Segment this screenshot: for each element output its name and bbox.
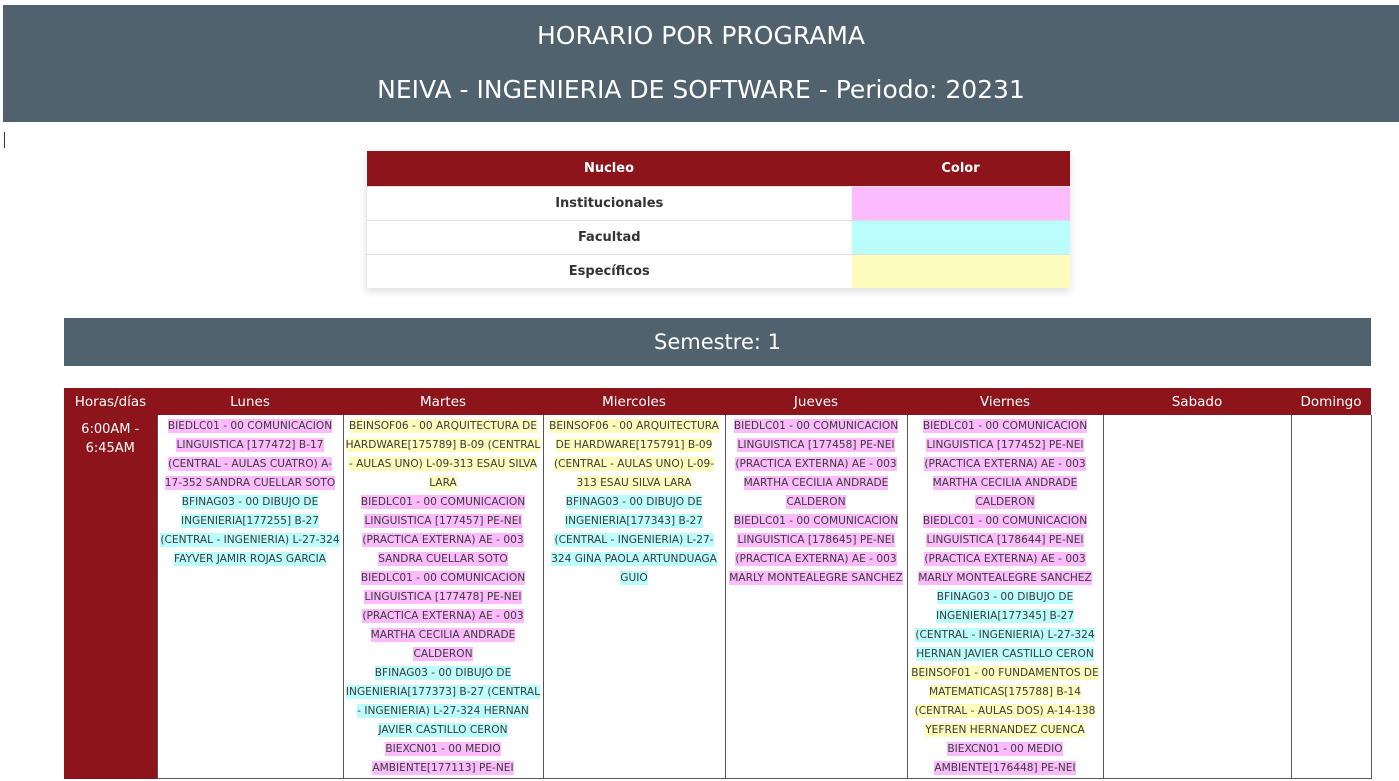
color-legend-table bbox=[366, 151, 1070, 288]
class-entry bbox=[546, 417, 723, 493]
class-entry bbox=[346, 417, 541, 493]
class-entry-text: BIEDLC01 - 00 COMUNICACION LINGUISTICA [178645] PE-NEI (PRACTICA EXTERNA) AE - 003 MARLY MONTEALEGRE SANCHEZ bbox=[729, 515, 903, 584]
hour-label: 6:00AM - 6:45AM bbox=[64, 415, 157, 779]
page-title: HORARIO POR PROGRAMA bbox=[536, 21, 865, 50]
program-period-subtitle: NEIVA - INGENIERIA DE SOFTWARE - Periodo: 20231 bbox=[377, 75, 1025, 104]
day-cell-domingo bbox=[1291, 415, 1371, 779]
page-header bbox=[3, 5, 1399, 122]
class-entry bbox=[910, 588, 1101, 664]
class-entry-text: BEINSOF06 - 00 ARQUITECTURA DE HARDWARE[175789] B-09 (CENTRAL - AULAS UNO) L-09-313 ESAU SILVA LARA bbox=[345, 420, 541, 489]
legend-label-especificos: Específicos bbox=[367, 255, 852, 289]
class-entry bbox=[160, 493, 341, 569]
header-sabado: Sabado bbox=[1103, 388, 1291, 415]
day-cell-miercoles bbox=[543, 415, 725, 779]
class-entry bbox=[910, 740, 1101, 778]
class-entry-text: BFINAG03 - 00 DIBUJO DE INGENIERIA[177343] B-27 (CENTRAL - INGENIERIA) L-27-324 GINA PAOLA ARTUNDUAGA GUIO bbox=[551, 496, 717, 584]
class-entry bbox=[910, 512, 1101, 588]
legend-row bbox=[367, 187, 1070, 221]
class-entry bbox=[910, 417, 1101, 512]
header-viernes: Viernes bbox=[907, 388, 1103, 415]
legend-header-nucleo: Nucleo bbox=[367, 151, 852, 187]
header-miercoles: Miercoles bbox=[543, 388, 725, 415]
class-entry-text: BIEXCN01 - 00 MEDIO AMBIENTE[176448] PE-NEI bbox=[934, 743, 1076, 774]
legend-swatch-facultad bbox=[852, 221, 1070, 255]
class-entry bbox=[546, 493, 723, 588]
time-slot-row bbox=[64, 415, 1371, 779]
header-lunes: Lunes bbox=[157, 388, 343, 415]
semester-banner: Semestre: 1 bbox=[64, 318, 1371, 366]
class-entry bbox=[346, 664, 541, 740]
day-cell-lunes bbox=[157, 415, 343, 779]
text-cursor bbox=[4, 132, 5, 148]
day-cell-martes bbox=[343, 415, 543, 779]
legend-row bbox=[367, 255, 1070, 289]
class-entry-text: BIEXCN01 - 00 MEDIO AMBIENTE[177113] PE-NEI bbox=[372, 743, 514, 774]
legend-label-facultad: Facultad bbox=[367, 221, 852, 255]
header-jueves: Jueves bbox=[725, 388, 907, 415]
class-entry-text: BIEDLC01 - 00 COMUNICACION LINGUISTICA [177452] PE-NEI (PRACTICA EXTERNA) AE - 003 MARTHA CECILIA ANDRADE CALDERON bbox=[922, 420, 1088, 508]
class-entry-text: BFINAG03 - 00 DIBUJO DE INGENIERIA[177255] B-27 (CENTRAL - INGENIERIA) L-27-324 FAYVER JAMIR ROJAS GARCIA bbox=[160, 496, 340, 565]
legend-swatch-institucionales bbox=[852, 187, 1070, 221]
header-domingo: Domingo bbox=[1291, 388, 1371, 415]
day-cell-jueves bbox=[725, 415, 907, 779]
class-entry-text: BIEDLC01 - 00 COMUNICACION LINGUISTICA [178644] PE-NEI (PRACTICA EXTERNA) AE - 003 MARLY MONTEALEGRE SANCHEZ bbox=[918, 515, 1092, 584]
class-entry-text: BFINAG03 - 00 DIBUJO DE INGENIERIA[177373] B-27 (CENTRAL - INGENIERIA) L-27-324 HERNAN JAVIER CASTILLO CERON bbox=[345, 667, 541, 736]
legend-swatch-especificos bbox=[852, 255, 1070, 289]
class-entry bbox=[910, 664, 1101, 740]
class-entry bbox=[346, 740, 541, 778]
class-entry bbox=[346, 493, 541, 569]
class-entry bbox=[728, 512, 905, 588]
legend-label-institucionales: Institucionales bbox=[367, 187, 852, 221]
class-entry-text: BEINSOF01 - 00 FUNDAMENTOS DE MATEMATICAS[175788] B-14 (CENTRAL - AULAS DOS) A-14-138 YEFREN HERNANDEZ CUENCA bbox=[911, 667, 1099, 736]
class-entry bbox=[728, 417, 905, 512]
header-hours: Horas/días bbox=[64, 388, 157, 415]
class-entry-text: BIEDLC01 - 00 COMUNICACION LINGUISTICA [177458] PE-NEI (PRACTICA EXTERNA) AE - 003 MARTHA CECILIA ANDRADE CALDERON bbox=[733, 420, 899, 508]
class-entry-text: BIEDLC01 - 00 COMUNICACION LINGUISTICA [177472] B-17 (CENTRAL - AULAS CUATRO) A-17-352 SANDRA CUELLAR SOTO bbox=[164, 420, 336, 489]
day-cell-sabado bbox=[1103, 415, 1291, 779]
header-martes: Martes bbox=[343, 388, 543, 415]
legend-header-color: Color bbox=[852, 151, 1070, 187]
day-cell-viernes bbox=[907, 415, 1103, 779]
class-entry-text: BEINSOF06 - 00 ARQUITECTURA DE HARDWARE[175791] B-09 (CENTRAL - AULAS UNO) L-09-313 ESAU SILVA LARA bbox=[549, 420, 719, 489]
schedule-table bbox=[64, 388, 1372, 779]
class-entry-text: BIEDLC01 - 00 COMUNICACION LINGUISTICA [177478] PE-NEI (PRACTICA EXTERNA) AE - 003 MARTHA CECILIA ANDRADE CALDERON bbox=[360, 572, 526, 660]
legend-row bbox=[367, 221, 1070, 255]
class-entry bbox=[160, 417, 341, 493]
class-entry-text: BFINAG03 - 00 DIBUJO DE INGENIERIA[177345] B-27 (CENTRAL - INGENIERIA) L-27-324 HERNAN JAVIER CASTILLO CERON bbox=[915, 591, 1095, 660]
class-entry bbox=[346, 569, 541, 664]
class-entry-text: BIEDLC01 - 00 COMUNICACION LINGUISTICA [177457] PE-NEI (PRACTICA EXTERNA) AE - 003 SANDRA CUELLAR SOTO bbox=[360, 496, 526, 565]
